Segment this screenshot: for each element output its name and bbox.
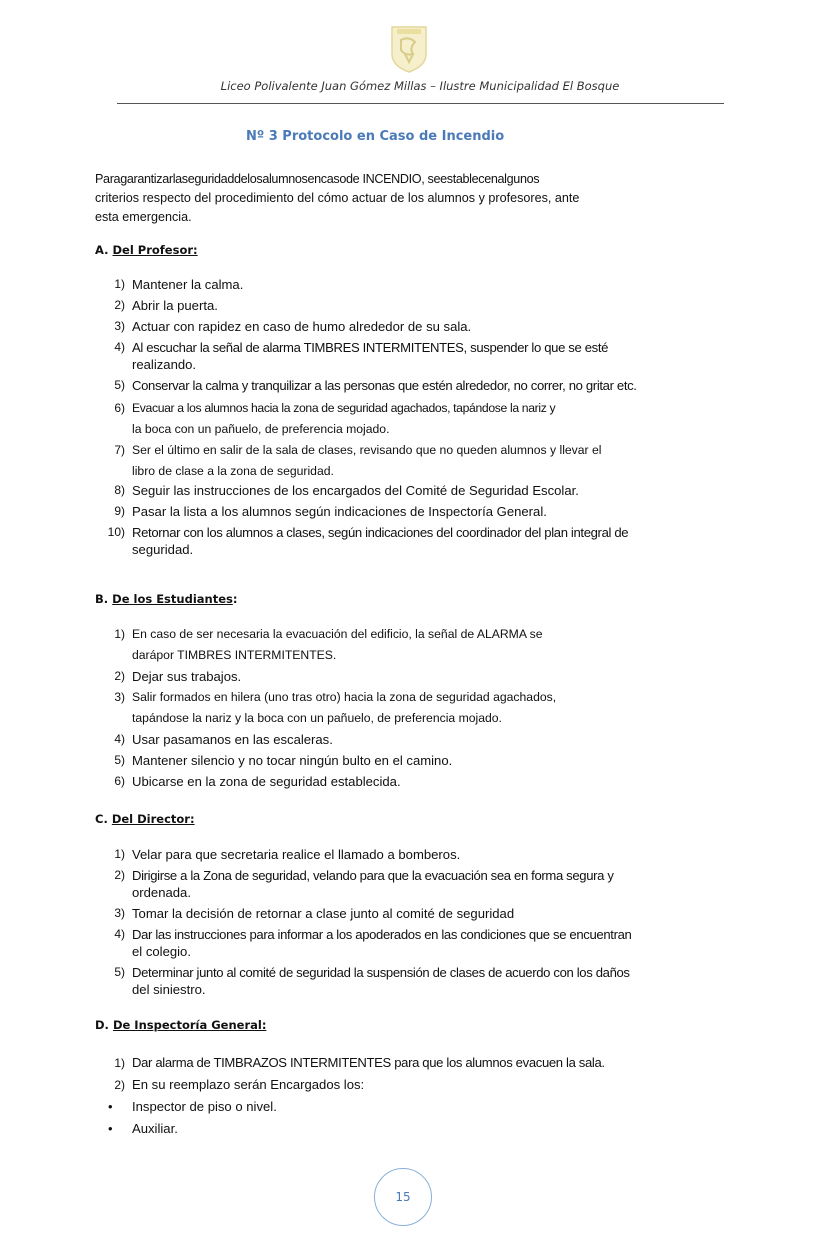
item-text: Dar alarma de TIMBRAZOS INTERMITENTES para que los alumnos evacuen la sala. xyxy=(132,1055,605,1070)
list-item xyxy=(95,1118,725,1140)
list-item xyxy=(95,624,725,666)
item-text: Seguir las instrucciones de los encargados del Comité de Seguridad Escolar. xyxy=(132,483,579,498)
item-number: 3) xyxy=(114,906,125,920)
item-text: En su reemplazo serán Encargados los: xyxy=(132,1077,365,1092)
section-letter: B. xyxy=(95,592,109,606)
item-number: 1) xyxy=(114,627,125,641)
inspectoria-list xyxy=(95,1052,725,1140)
item-number: 2) xyxy=(114,669,125,683)
item-text: Evacuar a los alumnos hacia la zona de seguridad agachados, tapándose la nariz y xyxy=(132,401,556,415)
section-letter: C. xyxy=(95,812,108,826)
list-item xyxy=(95,503,725,520)
item-number: 5) xyxy=(114,753,125,767)
item-text: seguridad. xyxy=(132,542,194,557)
section-title: Del Profesor: xyxy=(112,243,198,257)
list-item xyxy=(95,524,725,558)
item-number: 2) xyxy=(114,1078,125,1092)
list-item xyxy=(95,750,725,771)
section-title: De los Estudiantes xyxy=(112,592,233,606)
list-item xyxy=(95,771,725,792)
list-item xyxy=(95,666,725,687)
estudiantes-list xyxy=(95,624,725,792)
item-number: 2) xyxy=(114,868,125,882)
item-number: 4) xyxy=(114,340,125,354)
item-number: 2) xyxy=(114,298,125,312)
list-item xyxy=(95,440,725,482)
item-text: Velar para que secretaria realice el llamado a bomberos. xyxy=(132,847,461,862)
school-logo-crest xyxy=(389,24,429,74)
protocol-title: Nº 3 Protocolo en Caso de Incendio xyxy=(246,129,505,144)
profesor-list xyxy=(95,276,725,558)
item-text: Conservar la calma y tranquilizar a las personas que estén alrededor, no correr, no gritar etc. xyxy=(132,378,637,393)
item-text: ordenada. xyxy=(132,885,191,900)
section-letter: A. xyxy=(95,243,109,257)
intro-line: esta emergencia. xyxy=(95,210,192,224)
page-number-text: 15 xyxy=(395,1190,411,1204)
item-text: Dar las instrucciones para informar a los apoderados en las condiciones que se encuentran xyxy=(132,927,632,942)
item-number: 8) xyxy=(114,483,125,497)
intro-line: criterios respecto del procedimiento del cómo actuar de los alumnos y profesores, ante xyxy=(95,191,580,205)
section-title-suffix: : xyxy=(232,592,238,606)
page-number xyxy=(374,1168,432,1226)
list-item xyxy=(95,687,725,729)
intro-line: Paragarantizarlaseguridaddelosalumnosencasode INCENDIO, seestablecenalgunos xyxy=(95,172,540,186)
item-text: Dejar sus trabajos. xyxy=(132,669,242,684)
item-text: Ubicarse en la zona de seguridad establecida. xyxy=(132,774,401,789)
section-heading-inspectoria xyxy=(95,1018,266,1032)
section-title: De Inspectoría General: xyxy=(112,1018,267,1032)
item-text: Usar pasamanos en las escaleras. xyxy=(132,732,333,747)
item-text: Al escuchar la señal de alarma TIMBRES INTERMITENTES, suspender lo que se esté xyxy=(132,340,609,355)
list-item xyxy=(95,926,725,960)
item-text: Determinar junto al comité de seguridad la suspensión de clases de acuerdo con los daños xyxy=(132,965,630,980)
item-number: 1) xyxy=(114,277,125,291)
bullet-icon: • xyxy=(108,1121,113,1136)
list-item xyxy=(95,297,725,314)
item-text: Inspector de piso o nivel. xyxy=(132,1099,277,1114)
item-number: 5) xyxy=(114,965,125,979)
item-number: 4) xyxy=(114,732,125,746)
item-number: 1) xyxy=(114,1056,125,1070)
section-heading-estudiantes xyxy=(95,592,237,606)
item-text: la boca con un pañuelo, de preferencia mojado. xyxy=(132,422,390,436)
item-text: Mantener silencio y no tocar ningún bulto en el camino. xyxy=(132,753,453,768)
page-header: Liceo Polivalente Juan Gómez Millas – Ilustre Municipalidad El Bosque xyxy=(220,79,620,93)
item-text: En caso de ser necesaria la evacuación del edificio, la señal de ALARMA se xyxy=(132,627,543,641)
item-text: del siniestro. xyxy=(132,982,206,997)
item-text: Tomar la decisión de retornar a clase junto al comité de seguridad xyxy=(132,906,515,921)
section-title: Del Director: xyxy=(111,812,195,826)
list-item xyxy=(95,1096,725,1118)
item-number: 3) xyxy=(114,690,125,704)
item-text: Auxiliar. xyxy=(132,1121,178,1136)
intro-paragraph xyxy=(95,170,655,227)
item-text: tapándose la nariz y la boca con un pañuelo, de preferencia mojado. xyxy=(132,711,502,725)
list-item xyxy=(95,398,725,440)
item-text: libro de clase a la zona de seguridad. xyxy=(132,464,334,478)
item-text: Dirigirse a la Zona de seguridad, velando para que la evacuación sea en forma segura y xyxy=(132,868,614,883)
list-item xyxy=(95,377,725,394)
item-text: Salir formados en hilera (uno tras otro) hacia la zona de seguridad agachados, xyxy=(132,690,557,704)
item-text: Ser el último en salir de la sala de clases, revisando que no queden alumnos y llevar el xyxy=(132,443,602,457)
item-text: el colegio. xyxy=(132,944,191,959)
section-letter: D. xyxy=(95,1018,109,1032)
list-item xyxy=(95,482,725,499)
item-number: 1) xyxy=(114,847,125,861)
item-text: Actuar con rapidez en caso de humo alrededor de su sala. xyxy=(132,319,472,334)
list-item xyxy=(95,339,725,373)
item-number: 3) xyxy=(114,319,125,333)
list-item xyxy=(95,1074,725,1096)
section-heading-director xyxy=(95,812,195,826)
bullet-icon: • xyxy=(108,1099,113,1114)
item-text: Abrir la puerta. xyxy=(132,298,218,313)
list-item xyxy=(95,276,725,293)
list-item xyxy=(95,318,725,335)
item-text: darápor TIMBRES INTERMITENTES. xyxy=(132,648,337,662)
section-heading-profesor xyxy=(95,243,198,257)
list-item xyxy=(95,846,725,863)
list-item xyxy=(95,964,725,998)
header-divider xyxy=(117,103,724,104)
item-number: 4) xyxy=(114,927,125,941)
item-text: realizando. xyxy=(132,357,197,372)
item-text: Mantener la calma. xyxy=(132,277,244,292)
item-text: Pasar la lista a los alumnos según indicaciones de Inspectoría General. xyxy=(132,504,547,519)
list-item xyxy=(95,1052,725,1074)
item-number: 9) xyxy=(114,504,125,518)
item-number: 6) xyxy=(114,401,125,415)
list-item xyxy=(95,905,725,922)
item-text: Retornar con los alumnos a clases, según indicaciones del coordinador del plan integral de xyxy=(132,525,629,540)
director-list xyxy=(95,846,725,998)
list-item xyxy=(95,729,725,750)
item-number: 10) xyxy=(107,525,125,539)
list-item xyxy=(95,867,725,901)
item-number: 5) xyxy=(114,378,125,392)
item-number: 7) xyxy=(114,443,125,457)
item-number: 6) xyxy=(114,774,125,788)
